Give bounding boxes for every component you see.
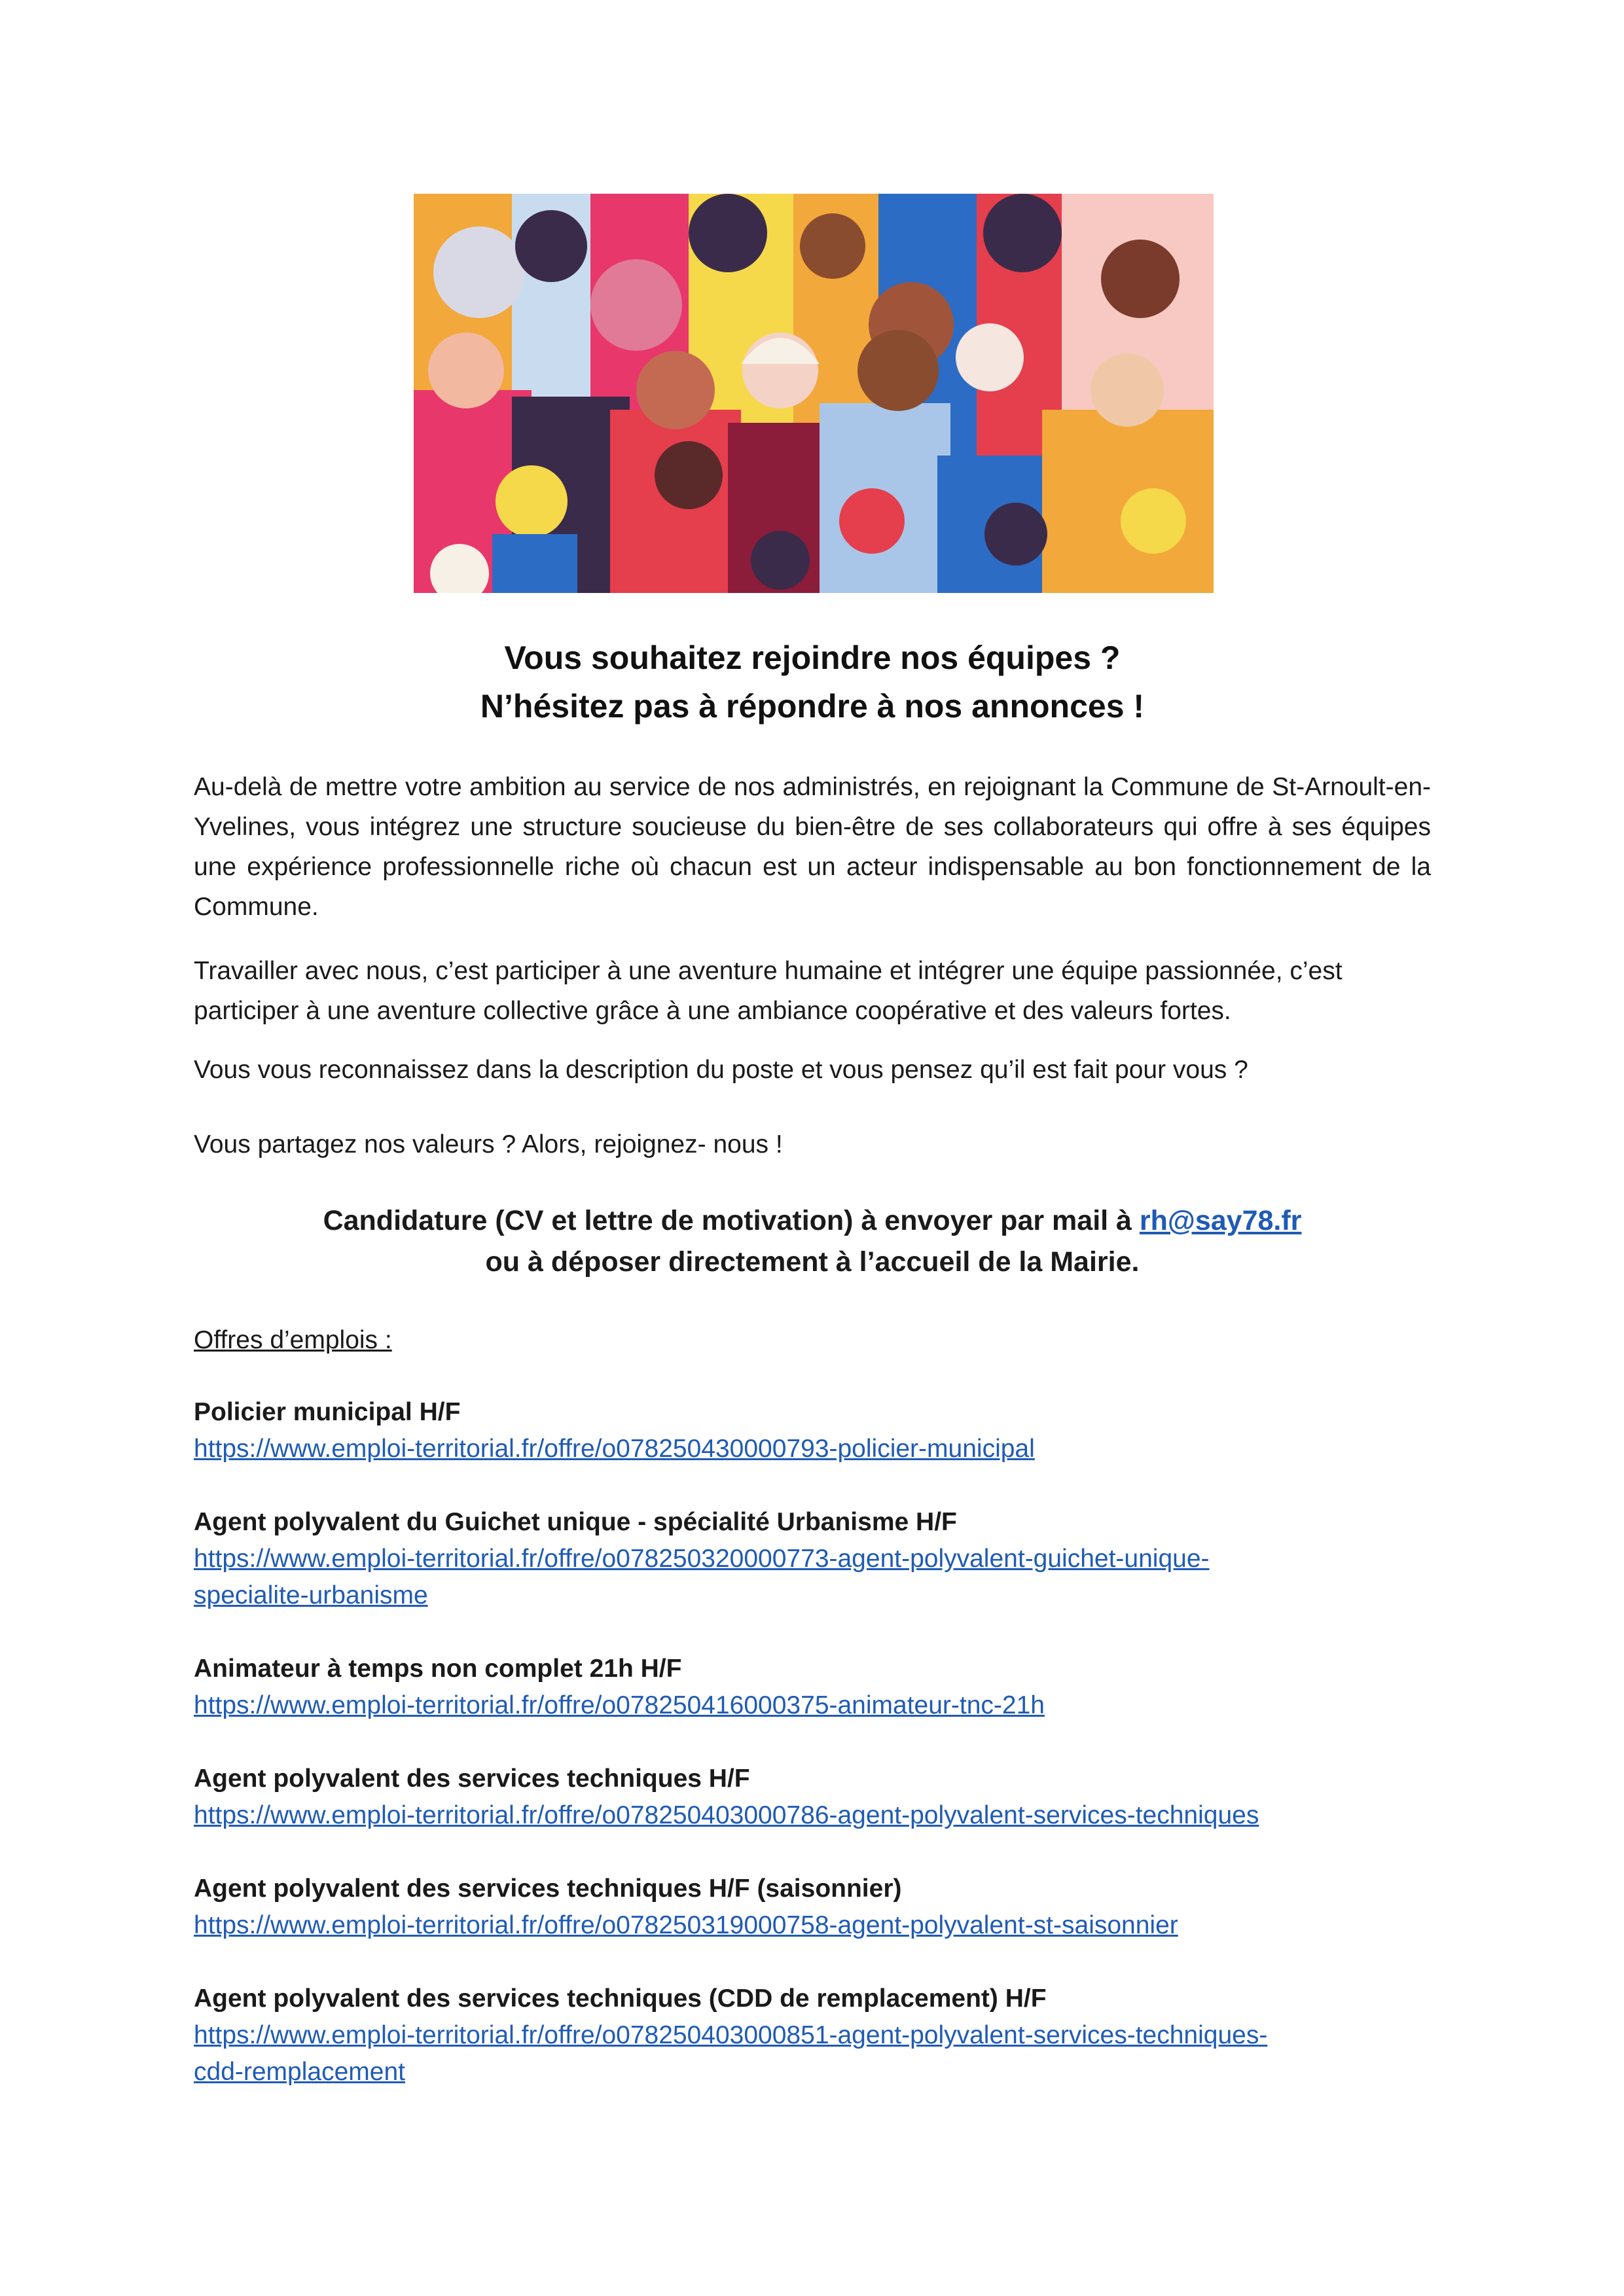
title-line-2: N’hésitez pas à répondre à nos annonces ! [480,688,1145,725]
offer-link-line: https://www.emploi-territorial.fr/offre/o078250403000786-agent-polyvalent-services-techniques [194,1801,1259,1829]
people-crowd-illustration [414,194,1214,593]
intro-paragraph: Au-delà de mettre votre ambition au service de nos administrés, en rejoignant la Commune de St-Arnoult-en-Yvelines, vous intégrez une structure soucieuse du bien-être de ses collaborateurs qui offre à ses équipes une expérience professionnelle riche où chacun est un acteur indispensable au bon fonctionnement de la Commune. [194,773,1431,921]
offer-link-line: https://www.emploi-territorial.fr/offre/o078250319000758-agent-polyvalent-st-saisonnier [194,1911,1178,1939]
offers-label: Offres d’emplois : [194,1326,392,1354]
application-instructions [194,1200,1431,1283]
offer-link-line: https://www.emploi-territorial.fr/offre/o078250430000793-policier-municipal [194,1435,1035,1463]
offer-item [194,1871,1431,1944]
offer-title: Agent polyvalent des services techniques H/F [194,1765,750,1793]
application-text: Candidature (CV et lettre de motivation) à envoyer par mail à [323,1205,1140,1236]
offer-title: Policier municipal H/F [194,1398,461,1426]
offer-link[interactable] [194,1797,1431,1834]
team-illustration [414,194,1214,593]
offer-link-line: https://www.emploi-territorial.fr/offre/o078250416000375-animateur-tnc-21h [194,1691,1045,1719]
offers-list [194,1394,1431,2127]
offer-title: Animateur à temps non complet 21h H/F [194,1655,682,1683]
offer-item [194,1651,1431,1724]
offer-item [194,1981,1431,2090]
offer-link-line: https://www.emploi-territorial.fr/offre/o078250320000773-agent-polyvalent-guichet-unique- [194,1545,1210,1573]
offer-link-line: cdd-remplacement [194,2058,405,2086]
values-paragraph: Vous partagez nos valeurs ? Alors, rejoignez- nous ! [194,1130,783,1158]
application-line-1 [194,1200,1431,1242]
offer-link-line: specialite-urbanisme [194,1581,428,1609]
offer-title: Agent polyvalent du Guichet unique - spécialité Urbanisme H/F [194,1508,957,1536]
offer-link[interactable] [194,1431,1431,1467]
offer-item [194,1504,1431,1614]
team-paragraph: Travailler avec nous, c’est participer à une aventure humaine et intégrer une équipe passionnée, c’est participer à une aventure collective grâce à une ambiance coopérative et des valeurs fortes. [194,957,1343,1025]
offer-item [194,1394,1431,1467]
offer-link[interactable] [194,1541,1431,1614]
offer-link[interactable] [194,1687,1431,1724]
question-paragraph: Vous vous reconnaissez dans la description du poste et vous pensez qu’il est fait pour vous ? [194,1056,1248,1084]
title-line-1: Vous souhaitez rejoindre nos équipes ? [504,639,1121,676]
offer-title: Agent polyvalent des services techniques (CDD de remplacement) H/F [194,1984,1047,2013]
offer-item [194,1761,1431,1834]
page-title [194,634,1431,730]
offer-title: Agent polyvalent des services techniques H/F (saisonnier) [194,1874,902,1903]
application-line-2: ou à déposer directement à l’accueil de la Mairie. [485,1246,1140,1278]
offer-link[interactable] [194,1907,1431,1944]
email-link[interactable]: rh@say78.fr [1139,1205,1302,1236]
offer-link-line: https://www.emploi-territorial.fr/offre/o078250403000851-agent-polyvalent-services-techniques- [194,2021,1268,2049]
offer-link[interactable] [194,2017,1431,2090]
